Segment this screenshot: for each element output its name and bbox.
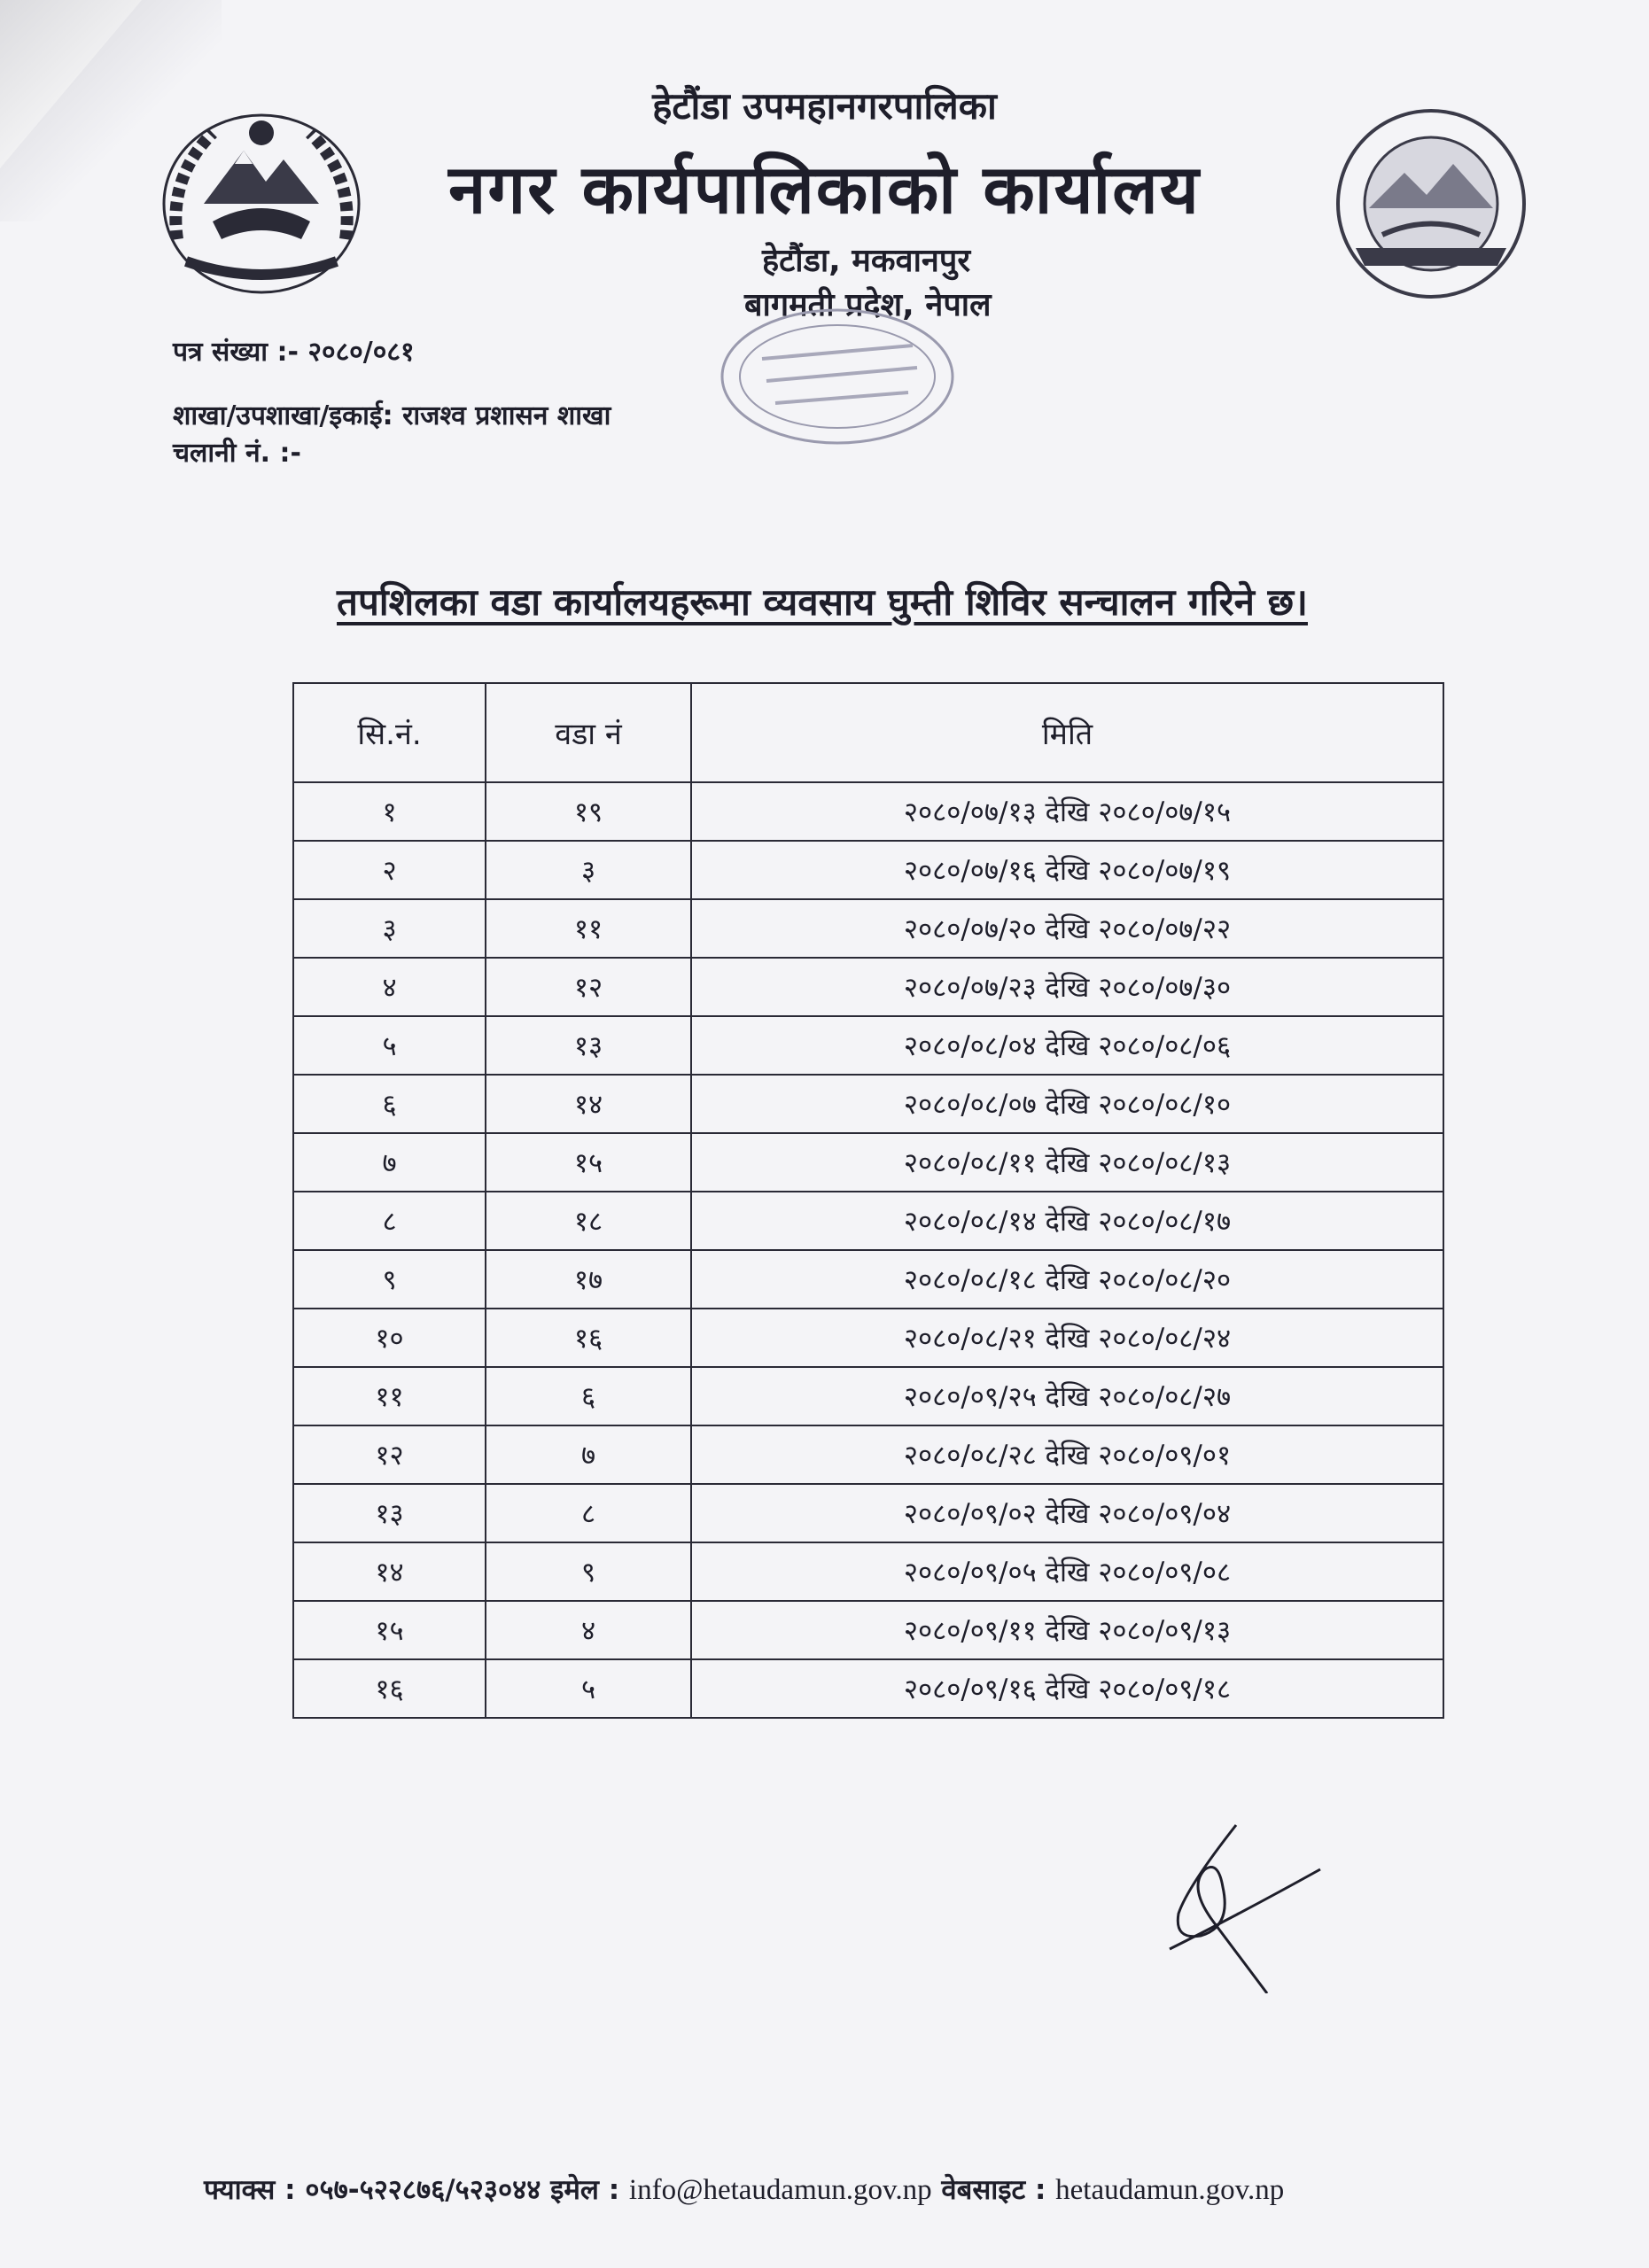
ward-cell: ४ (486, 1601, 691, 1659)
date-range-cell: २०८०/०९/०५ देखि २०८०/०९/०८ (691, 1542, 1443, 1601)
serial-cell: ५ (293, 1016, 486, 1075)
table-row (293, 1016, 1443, 1075)
date-range-cell: २०८०/०८/०७ देखि २०८०/०८/१० (691, 1075, 1443, 1133)
office-stamp-icon (709, 297, 966, 456)
date-range-cell: २०८०/०८/२८ देखि २०८०/०९/०१ (691, 1425, 1443, 1484)
ward-cell: १८ (486, 1192, 691, 1250)
subject-heading: तपशिलका वडा कार्यालयहरूमा व्यवसाय घुम्ती शिविर सन्चालन गरिने छ। (337, 580, 1308, 624)
table-row (293, 1075, 1443, 1133)
ward-cell: १२ (486, 958, 691, 1016)
date-range-cell: २०८०/०९/१६ देखि २०८०/०९/१८ (691, 1659, 1443, 1718)
ward-cell: ९ (486, 1542, 691, 1601)
reference-number: पत्र संख्या :- २०८०/०८१ (173, 337, 415, 368)
fax-number: ०५७-५२२८७६/५२३०४४ (305, 2174, 541, 2206)
ward-cell: ११ (486, 899, 691, 958)
branch-name: शाखा/उपशाखा/इकाई: राजश्व प्रशासन शाखा (173, 400, 611, 431)
table-row (293, 841, 1443, 899)
office-address-province: बागमती प्रदेश, नेपाल (744, 287, 992, 323)
municipality-name: हेटौंडा उपमहानगरपालिका (652, 84, 997, 128)
serial-cell: ८ (293, 1192, 486, 1250)
ward-cell: १३ (486, 1016, 691, 1075)
serial-cell: ३ (293, 899, 486, 958)
serial-cell: ७ (293, 1133, 486, 1192)
table-row (293, 1192, 1443, 1250)
header-date: मिति (691, 683, 1443, 782)
table-header-row (293, 683, 1443, 782)
ward-cell: १९ (486, 782, 691, 841)
header-serial: सि.नं. (293, 683, 486, 782)
table-row (293, 1659, 1443, 1718)
date-range-cell: २०८०/०९/०२ देखि २०८०/०९/०४ (691, 1484, 1443, 1542)
fax-label: फ्याक्स : (204, 2174, 296, 2206)
serial-cell: २ (293, 841, 486, 899)
table-row (293, 1542, 1443, 1601)
date-range-cell: २०८०/०८/११ देखि २०८०/०८/१३ (691, 1133, 1443, 1192)
table-body (293, 782, 1443, 1718)
ward-cell: ३ (486, 841, 691, 899)
serial-cell: १६ (293, 1659, 486, 1718)
dispatch-number: चलानी नं. :- (173, 438, 301, 469)
ward-cell: ६ (486, 1367, 691, 1425)
website-label: वेबसाइट : (941, 2174, 1046, 2206)
table-row (293, 1601, 1443, 1659)
date-range-cell: २०८०/०९/११ देखि २०८०/०९/१३ (691, 1601, 1443, 1659)
office-title: नगर कार्यपालिकाको कार्यालय (448, 150, 1201, 229)
table-row (293, 1484, 1443, 1542)
ward-cell: १५ (486, 1133, 691, 1192)
office-address-city: हेटौंडा, मकवानपुर (762, 243, 971, 279)
header-ward: वडा नं (486, 683, 691, 782)
ward-cell: १६ (486, 1309, 691, 1367)
ward-cell: १४ (486, 1075, 691, 1133)
camp-schedule-table (292, 682, 1444, 1719)
serial-cell: ११ (293, 1367, 486, 1425)
serial-cell: १५ (293, 1601, 486, 1659)
date-range-cell: २०८०/०८/०४ देखि २०८०/०८/०६ (691, 1016, 1443, 1075)
date-range-cell: २०८०/०७/२० देखि २०८०/०७/२२ (691, 899, 1443, 958)
table-row (293, 1309, 1443, 1367)
date-range-cell: २०८०/०८/२१ देखि २०८०/०८/२४ (691, 1309, 1443, 1367)
serial-cell: १३ (293, 1484, 486, 1542)
website-link[interactable]: hetaudamun.gov.np (1055, 2174, 1285, 2206)
table-row (293, 899, 1443, 958)
email-label: इमेल : (550, 2174, 620, 2206)
ward-cell: ८ (486, 1484, 691, 1542)
serial-cell: १० (293, 1309, 486, 1367)
date-range-cell: २०८०/०७/२३ देखि २०८०/०७/३० (691, 958, 1443, 1016)
ward-cell: ७ (486, 1425, 691, 1484)
date-range-cell: २०८०/०८/१८ देखि २०८०/०८/२० (691, 1250, 1443, 1309)
date-range-cell: २०८०/०७/१३ देखि २०८०/०७/१५ (691, 782, 1443, 841)
serial-cell: १४ (293, 1542, 486, 1601)
table-row (293, 958, 1443, 1016)
table-row (293, 1250, 1443, 1309)
table-row (293, 1133, 1443, 1192)
ward-cell: ५ (486, 1659, 691, 1718)
date-range-cell: २०८०/०७/१६ देखि २०८०/०७/१९ (691, 841, 1443, 899)
serial-cell: ६ (293, 1075, 486, 1133)
signature-icon (1152, 1816, 1329, 1993)
table-row (293, 782, 1443, 841)
serial-cell: ४ (293, 958, 486, 1016)
table-row (293, 1425, 1443, 1484)
ward-cell: १७ (486, 1250, 691, 1309)
serial-cell: ९ (293, 1250, 486, 1309)
contact-footer (204, 2171, 1284, 2208)
email-address[interactable]: info@hetaudamun.gov.np (628, 2174, 932, 2206)
date-range-cell: २०८०/०९/२५ देखि २०८०/०८/२७ (691, 1367, 1443, 1425)
table-row (293, 1367, 1443, 1425)
serial-cell: १ (293, 782, 486, 841)
serial-cell: १२ (293, 1425, 486, 1484)
date-range-cell: २०८०/०८/१४ देखि २०८०/०८/१७ (691, 1192, 1443, 1250)
